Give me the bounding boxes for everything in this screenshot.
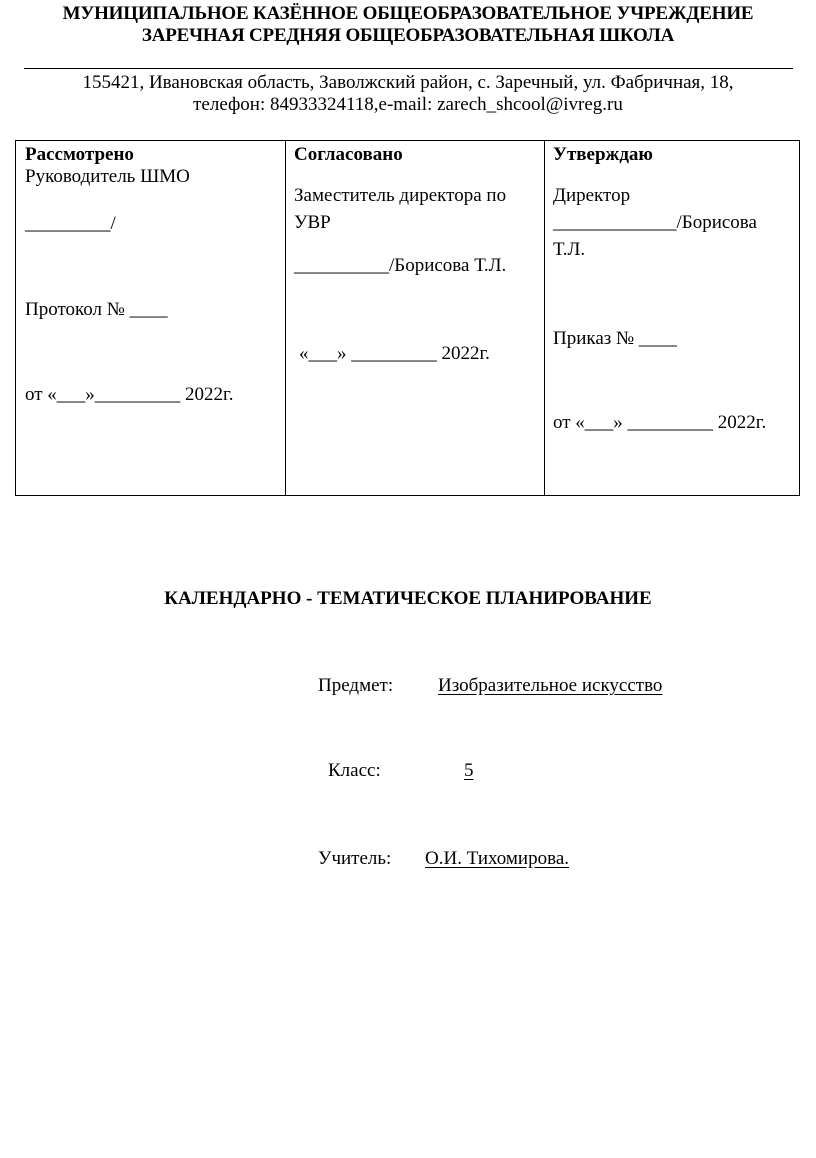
document-title: КАЛЕНДАРНО - ТЕМАТИЧЕСКОЕ ПЛАНИРОВАНИЕ: [164, 588, 652, 609]
reviewed-date: от «___»_________ 2022г.: [25, 384, 234, 405]
subject-value: Изобразительное искусство: [438, 675, 663, 696]
reviewed-signature: _________/: [25, 213, 116, 234]
class-value: 5: [464, 760, 474, 781]
approval-table: [15, 140, 800, 496]
subject-label: Предмет:: [318, 675, 394, 696]
reviewed-heading: Рассмотрено: [25, 144, 134, 165]
agreed-signature: __________/Борисова Т.Л.: [294, 255, 507, 276]
class-label: Класс:: [328, 760, 381, 781]
approved-signature-line1: _____________/Борисова: [553, 212, 757, 233]
approved-date: от «___» _________ 2022г.: [553, 412, 767, 433]
header-divider: [24, 68, 793, 69]
address-line2: телефон: 84933324118,e-mail: zarech_shcool@ivreg.ru: [193, 94, 623, 115]
approved-role: Директор: [553, 185, 631, 206]
approved-order: Приказ № ____: [553, 328, 677, 349]
approved-heading: Утверждаю: [553, 144, 653, 165]
teacher-value: О.И. Тихомирова.: [425, 848, 570, 869]
agreed-date: «___» _________ 2022г.: [299, 343, 490, 364]
table-divider-2: [544, 141, 545, 495]
reviewed-role: Руководитель ШМО: [25, 166, 190, 187]
approved-signature-line2: Т.Л.: [553, 239, 586, 260]
reviewed-protocol: Протокол № ____: [25, 299, 168, 320]
organization-name-line2: ЗАРЕЧНАЯ СРЕДНЯЯ ОБЩЕОБРАЗОВАТЕЛЬНАЯ ШКОЛА: [141, 25, 675, 46]
organization-name-line1: МУНИЦИПАЛЬНОЕ КАЗЁННОЕ ОБЩЕОБРАЗОВАТЕЛЬНОЕ УЧРЕЖДЕНИЕ: [62, 3, 754, 24]
address-line1: 155421, Ивановская область, Заволжский район, с. Заречный, ул. Фабричная, 18,: [82, 72, 734, 93]
table-divider-1: [285, 141, 286, 495]
agreed-role-line1: Заместитель директора по: [294, 185, 507, 206]
agreed-heading: Согласовано: [294, 144, 403, 165]
agreed-role-line2: УВР: [294, 212, 331, 233]
teacher-label: Учитель:: [318, 848, 392, 869]
